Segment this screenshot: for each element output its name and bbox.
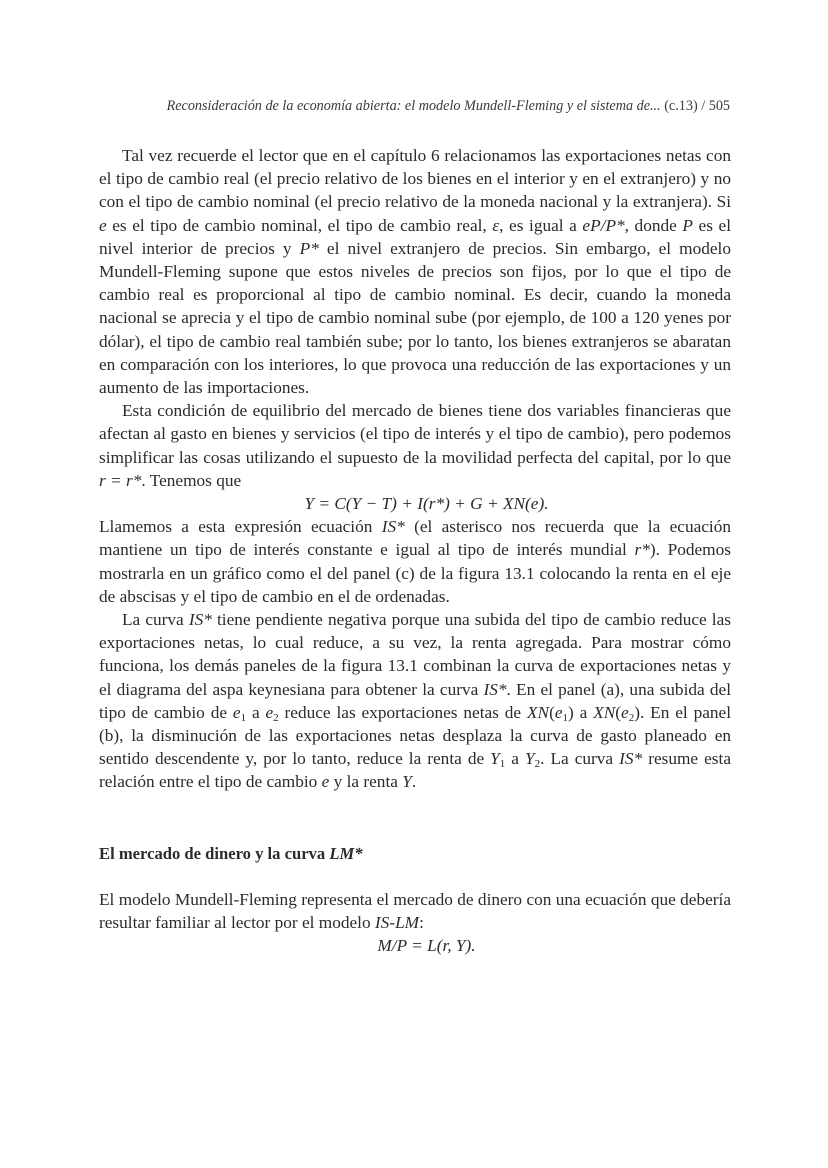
running-head [100,98,730,115]
equation-money-demand: M/P = L(r, Y). [377,936,476,956]
page-body [99,144,731,958]
section-heading-lm-star: El mercado de dinero y la curva LM* [99,843,363,863]
separator: / [701,98,706,114]
paragraph-goods-market: Esta condición de equilibrio del mercado de bienes tiene dos variables financieras que afectan al gasto en bienes y servicios (el tipo de interés y el tipo de cambio), pero podemos simplificar las cosas utilizando el supuesto de la movilidad perfecta del capital, por lo que r = r*. Tenemos que [99,401,731,490]
paragraph-real-exchange-rate: Tal vez recuerde el lector que en el capítulo 6 relacionamos las exportaciones netas con el tipo de cambio real (el precio relativo de los bienes en el interior y en el extranjero) y no con el tipo de cambio nominal (el precio relativo de la moneda nacional y la extranjera). Si e es el tipo de cambio nominal, el tipo de cambio real, ε, es igual a eP/P*, donde P es el nivel interior de precios y P* el nivel extranjero de precios. Sin embargo, el modelo Mundell-Fleming supone que estos niveles de precios son fijos, por lo que el tipo de cambio real es proporcional al tipo de cambio nominal. Es decir, cuando la moneda nacional se aprecia y el tipo de cambio nominal sube (por ejemplo, de 100 a 120 yenes por dólar), el tipo de cambio real también sube; por lo tanto, los bienes extranjeros se abaratan en comparación con los interiores, lo que provoca una reducción de las exportaciones y un aumento de las importaciones. [99,146,731,398]
paragraph-is-equation: Llamemos a esta expresión ecuación IS* (el asterisco nos recuerda que la ecuación mantiene un tipo de interés constante e igual al tipo de interés mundial r*). Podemos mostrarla en un gráfico como el del panel (c) de la figura 13.1 colocando la renta en el eje de abscisas y el tipo de cambio en el de ordenadas. [99,517,732,606]
running-head-title: Reconsideración de la economía abierta: el modelo Mundell-Fleming y el sistema de... [166,98,661,114]
equation-is-star: Y = C(Y − T) + I(r*) + G + XN(e). [304,494,549,514]
page-number: 505 [708,98,730,114]
chapter-label: (c.13) [664,98,698,114]
paragraph-money-market: El modelo Mundell-Fleming representa el mercado de dinero con una ecuación que debería resultar familiar al lector por el modelo IS-LM: [99,889,731,933]
paragraph-is-curve-slope: La curva IS* tiene pendiente negativa porque una subida del tipo de cambio reduce las exportaciones netas, lo cual reduce, a su vez, la renta agregada. Para mostrar cómo funciona, los demás paneles de la figura 13.1 combinan la curva de exportaciones netas y el diagrama del aspa keynesiana para obtener la curva IS*. En el panel (a), una subida del tipo de cambio de $e_1$ a $e_2$ reduce las exportaciones netas de $XN(e_1)$ a $XN(e_2)$. En el panel (b), la disminución de las exportaciones netas desplaza la curva de gasto planeado en sentido descendente y, por lo tanto, reduce la renta de $Y_1$ a $Y_2$. La curva IS* resume esta relación entre el tipo de cambio e y la renta Y. [99,610,732,792]
